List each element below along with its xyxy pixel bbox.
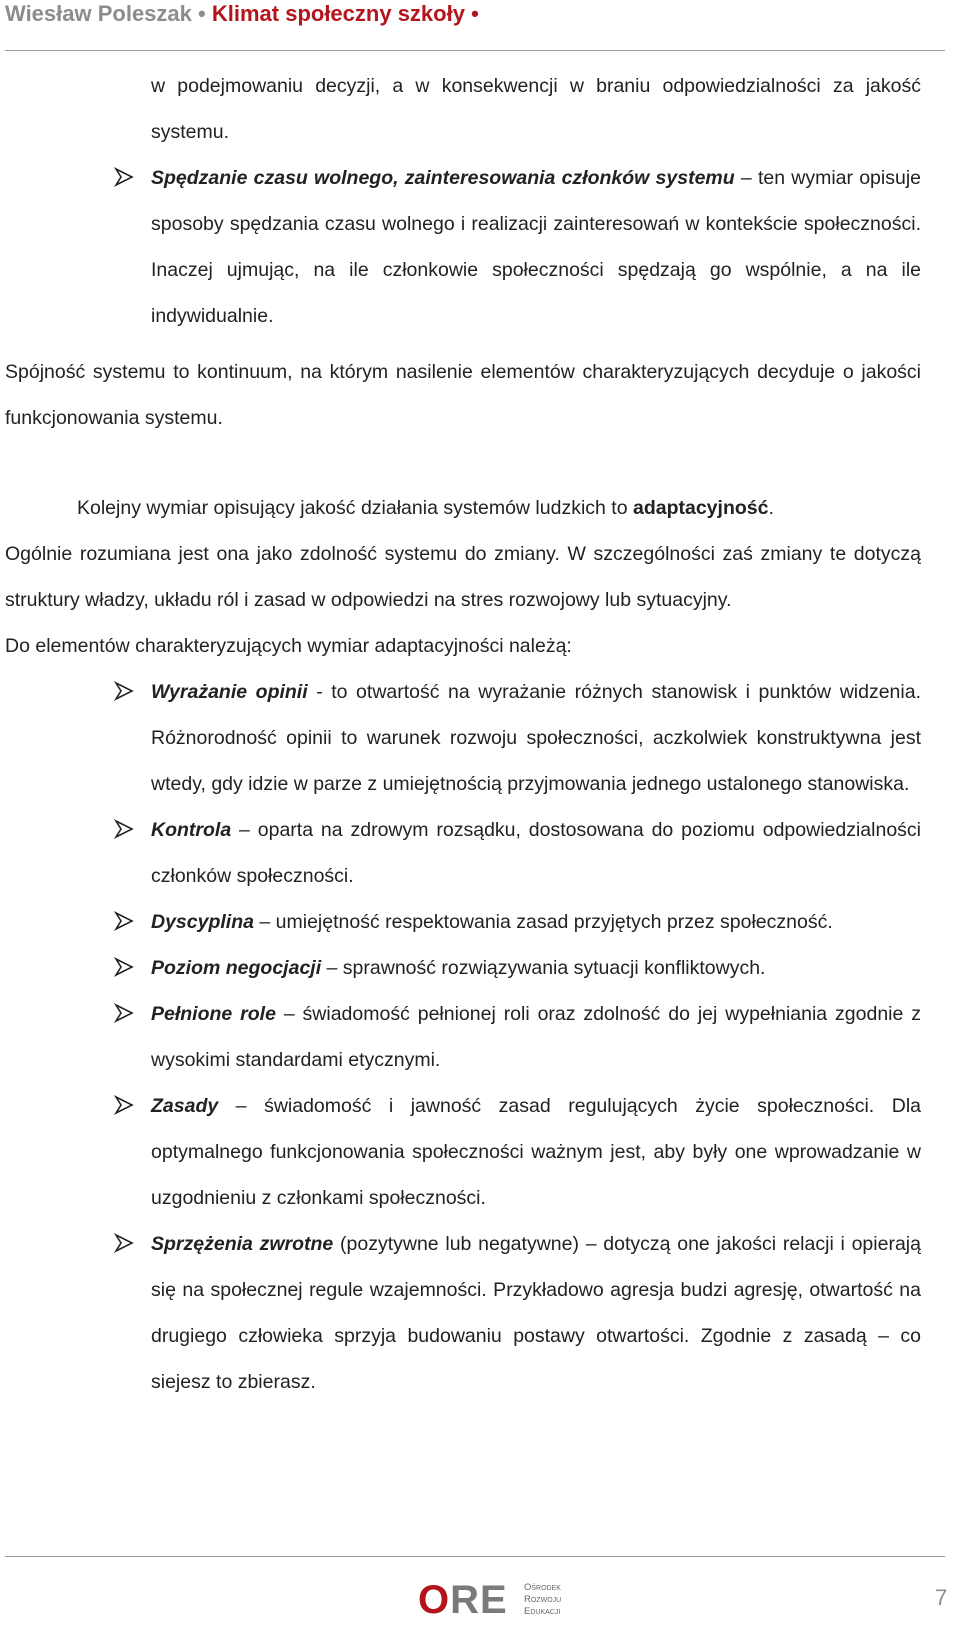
- elements-intro: Do elementów charakteryzujących wymiar adaptacyjności należą:: [5, 635, 572, 657]
- element-term: Poziom negocjacji: [151, 957, 322, 979]
- cohesion-paragraph: Spójność systemu to kontinuum, na którym nasilenie elementów charakteryzujących decyduje o jakości funkcjonowania systemu.: [5, 361, 921, 429]
- header-line: [5, 0, 479, 28]
- element-text: – świadomość i jawność zasad regulujących życie społeczności. Dla optymalnego funkcjonowania społeczności ważnym jest, aby były one wprowadzanie w uzgodnieniu z członkami społeczności.: [151, 1095, 921, 1209]
- header-trail: •: [471, 1, 479, 26]
- spare-time-text: – ten wymiar opisuje sposoby spędzania czasu wolnego i realizacji zainteresowań w kontekście społeczności. Inaczej ujmując, na ile członkowie społeczności spędzają go wspólnie, a na ile indywidualnie.: [151, 167, 921, 327]
- arrow-bullet-icon: [113, 680, 135, 702]
- adaptability-term: adaptacyjność: [632, 497, 769, 519]
- elements-list: [5, 669, 921, 1405]
- element-term: Sprzężenia zwrotne: [151, 1233, 334, 1255]
- list-item: [5, 669, 921, 807]
- adaptability-intro-after: .: [768, 497, 774, 519]
- spare-time-term: Spędzanie czasu wolnego, zainteresowania członków systemu: [151, 167, 735, 189]
- logo-line-2: Rozwoju: [524, 1594, 562, 1605]
- list-item: [5, 807, 921, 899]
- logo-re: RE: [450, 1578, 508, 1622]
- element-text: – sprawność rozwiązywania sytuacji konfliktowych.: [321, 957, 766, 979]
- arrow-bullet-icon: [113, 166, 135, 188]
- element-term: Kontrola: [151, 819, 232, 841]
- spare-time-item: [5, 155, 921, 339]
- logo-wordmark: [418, 1578, 508, 1622]
- continuation-list: [5, 63, 921, 339]
- element-term: Zasady: [151, 1095, 219, 1117]
- element-term: Wyrażanie opinii: [151, 681, 308, 703]
- ore-logo: [418, 1578, 618, 1622]
- list-item: [5, 991, 921, 1083]
- arrow-bullet-icon: [113, 1002, 135, 1024]
- page-header: [5, 0, 945, 51]
- element-term: Pełnione role: [151, 1003, 276, 1025]
- list-item: [5, 899, 921, 945]
- arrow-bullet-icon: [113, 1232, 135, 1254]
- list-item: [5, 945, 921, 991]
- logo-subtitle: [524, 1582, 561, 1618]
- adaptability-intro: [5, 485, 921, 531]
- arrow-bullet-icon: [113, 1094, 135, 1116]
- continuation-item: [5, 63, 921, 155]
- element-text: – świadomość pełnionej roli oraz zdolność do jej wypełniania zgodnie z wysokimi standardami etycznymi.: [151, 1003, 921, 1071]
- arrow-bullet-icon: [113, 956, 135, 978]
- element-term: Dyscyplina: [151, 911, 254, 933]
- adaptability-paragraph: Ogólnie rozumiana jest ona jako zdolność systemu do zmiany. W szczególności zaś zmiany te dotyczą struktury władzy, układu ról i zasad w odpowiedzi na stres rozwojowy lub sytuacyjny.: [5, 543, 921, 611]
- arrow-bullet-icon: [113, 910, 135, 932]
- element-text: (pozytywne lub negatywne) – dotyczą one jakości relacji i opierają się na społecznej regule wzajemności. Przykładowo agresja budzi agresję, otwartość na drugiego człowieka sprzyja budowaniu postawy otwartości. Zgodnie z zasadą – co siejesz to zbierasz.: [151, 1233, 921, 1393]
- list-item: [5, 1221, 921, 1405]
- arrow-bullet-icon: [113, 818, 135, 840]
- page-content: [5, 63, 921, 1405]
- element-text: – umiejętność respektowania zasad przyjętych przez społeczność.: [253, 911, 833, 933]
- header-separator: •: [198, 1, 206, 26]
- continuation-text: w podejmowaniu decyzji, a w konsekwencji w braniu odpowiedzialności za jakość systemu.: [151, 75, 921, 143]
- adaptability-intro-before: Kolejny wymiar opisujący jakość działania systemów ludzkich to: [77, 497, 633, 519]
- header-title: Klimat społeczny szkoły: [211, 1, 465, 26]
- logo-o: O: [418, 1578, 451, 1622]
- logo-line-1: Ośrodek: [524, 1582, 561, 1593]
- page-number: 7: [935, 1585, 948, 1610]
- element-text: – oparta na zdrowym rozsądku, dostosowana do poziomu odpowiedzialności członków społeczności.: [151, 819, 921, 887]
- list-item: [5, 1083, 921, 1221]
- header-author: Wiesław Poleszak: [5, 1, 192, 26]
- element-text: - to otwartość na wyrażanie różnych stanowisk i punktów widzenia. Różnorodność opinii to warunek rozwoju społeczności, aczkolwiek konstruktywna jest wtedy, gdy idzie w parze z umiejętnością przyjmowania jednego ustalonego stanowiska.: [151, 681, 921, 795]
- logo-line-3: Edukacji: [524, 1606, 561, 1617]
- footer-rule: [5, 1556, 945, 1557]
